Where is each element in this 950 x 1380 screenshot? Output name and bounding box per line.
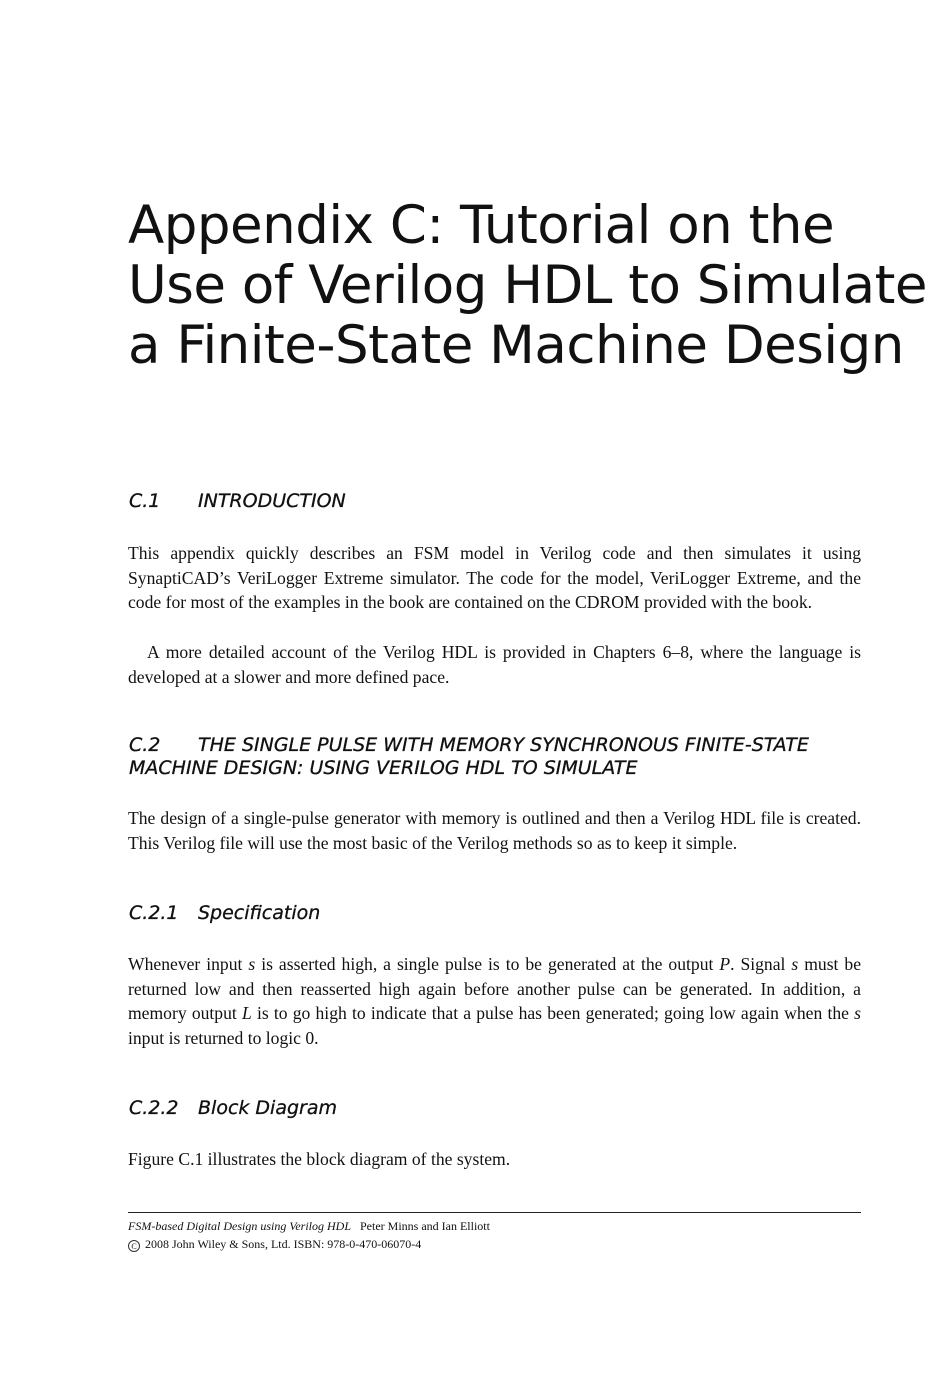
footer-book-line (128, 1218, 861, 1234)
block-diagram-paragraph: Figure C.1 illustrates the block diagram of the system. (128, 1149, 511, 1169)
variable-s: s (854, 1003, 861, 1024)
chapter-title-line-3: a Finite-State Machine Design (128, 315, 904, 376)
intro-paragraph-1: This appendix quickly describes an FSM model in Verilog code and then simulates it using SynaptiCAD’s VeriLogger Extreme simulator. The code for the model, VeriLogger Extreme, and the code for most of the examples in the book are contained on the CDROM provided with the book. (128, 543, 861, 613)
section-title-line-2: MACHINE DESIGN: USING VERILOG HDL TO SIMULATE (129, 757, 638, 779)
c2-paragraph: The design of a single-pulse generator with memory is outlined and then a Verilog HDL file is created. This Verilog file will use the most basic of the Verilog methods so as to keep it simple. (128, 808, 861, 853)
footer-authors: Peter Minns and Ian Elliott (360, 1219, 490, 1233)
copyright-icon: C (128, 1240, 140, 1252)
subsection-heading-c21 (129, 902, 320, 925)
variable-s: s (791, 954, 799, 974)
section-heading-c1 (129, 490, 346, 513)
subsection-number: C.2.2 (129, 1097, 179, 1119)
footer-rule (128, 1212, 861, 1213)
intro-paragraph-2: A more detailed account of the Verilog HDL is provided in Chapters 6–8, where the language is developed at a slower and more defined pace. (128, 642, 861, 687)
specification-paragraph: Whenever input s is asserted high, a single pulse is to be generated at the output P. Signal s must be returned low and then reasserted high again before another pulse can be generated. In addition, a memory output L is to go high to indicate that a pulse has been generated; going low again when the s input is returned to logic 0. (128, 954, 861, 1048)
section-number: C.1 (129, 490, 161, 512)
section-heading-c2 (129, 734, 809, 780)
subsection-number: C.2.1 (129, 902, 179, 924)
footer-book-title: FSM-based Digital Design using Verilog HDL (128, 1219, 351, 1233)
chapter-title (128, 195, 927, 376)
subsection-heading-c22 (129, 1097, 337, 1120)
subsection-title: Specification (198, 902, 321, 924)
section-title: INTRODUCTION (198, 490, 346, 512)
chapter-title-line-2: Use of Verilog HDL to Simulate (128, 255, 927, 316)
variable-p: P (719, 954, 731, 974)
section-title-line-1: THE SINGLE PULSE WITH MEMORY SYNCHRONOUS FINITE-STATE (198, 734, 809, 756)
variable-l: L (241, 1003, 252, 1024)
subsection-title: Block Diagram (198, 1097, 338, 1119)
variable-s: s (248, 954, 256, 974)
footer-copyright: 2008 John Wiley & Sons, Ltd. ISBN: 978-0-470-06070-4 (145, 1237, 422, 1251)
footer-copyright-line (128, 1236, 861, 1252)
chapter-title-line-1: Appendix C: Tutorial on the (128, 195, 835, 256)
section-number: C.2 (129, 734, 161, 756)
